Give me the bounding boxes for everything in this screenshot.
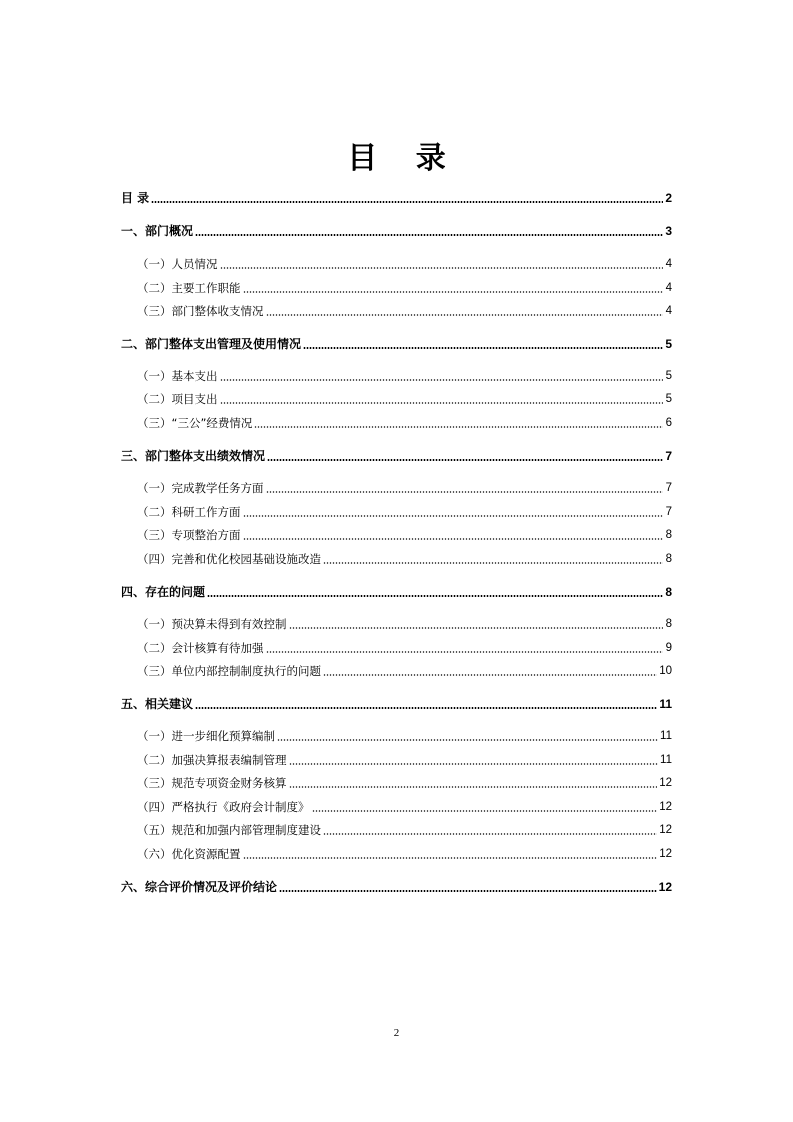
toc-entry-page-number: 7 <box>665 506 672 518</box>
dot-leader <box>266 314 664 316</box>
toc-entry-page-number: 2 <box>665 191 672 205</box>
toc-entry-page-number: 4 <box>665 282 672 294</box>
dot-leader <box>289 786 658 788</box>
dot-leader <box>243 515 664 517</box>
toc-entry-page-number: 11 <box>659 697 672 711</box>
dot-leader <box>266 651 664 653</box>
toc-entry-label: 三、部门整体支出绩效情况 <box>121 449 266 463</box>
toc-section-entry[interactable] <box>137 391 672 407</box>
dot-leader <box>220 267 664 269</box>
toc-entry-page-number: 12 <box>659 824 672 836</box>
toc-entry-label: （一）完成教学任务方面 <box>137 481 264 495</box>
toc-entry-page-number: 5 <box>665 337 672 351</box>
toc-entry-label: （二）项目支出 <box>137 392 218 406</box>
toc-section-entry[interactable] <box>137 663 672 679</box>
dot-leader <box>266 491 664 493</box>
toc-entry-label: （三）专项整治方面 <box>137 528 241 542</box>
toc-entry-page-number: 8 <box>665 585 672 599</box>
toc-entry-page-number: 8 <box>665 553 672 565</box>
dot-leader <box>151 201 663 203</box>
toc-entry-page-number: 4 <box>665 305 672 317</box>
dot-leader <box>303 347 663 349</box>
toc-entry-label: （一）预决算未得到有效控制 <box>137 617 287 631</box>
toc-entry-page-number: 9 <box>665 642 672 654</box>
dot-leader <box>323 833 657 835</box>
dot-leader <box>277 739 658 741</box>
toc-section-entry[interactable] <box>137 504 672 520</box>
toc-section-entry[interactable] <box>137 728 672 744</box>
toc-entry-label: （三）规范专项资金财务核算 <box>137 776 287 790</box>
dot-leader <box>243 291 664 293</box>
toc-entry-label: （五）规范和加强内部管理制度建设 <box>137 823 321 837</box>
toc-section-entry[interactable] <box>137 415 672 431</box>
dot-leader <box>289 627 664 629</box>
dot-leader <box>289 763 659 765</box>
toc-section-entry[interactable] <box>137 527 672 543</box>
toc-section-entry[interactable] <box>137 775 672 791</box>
dot-leader <box>323 562 663 564</box>
toc-chapter-entry[interactable] <box>121 190 672 206</box>
toc-entry-page-number: 12 <box>659 848 672 860</box>
toc-section-entry[interactable] <box>137 480 672 496</box>
toc-entry-label: （二）加强决算报表编制管理 <box>137 753 287 767</box>
dot-leader <box>312 810 658 812</box>
page-number: 2 <box>393 1027 400 1039</box>
toc-entry-page-number: 7 <box>665 449 672 463</box>
dot-leader <box>243 538 664 540</box>
toc-entry-page-number: 11 <box>660 730 672 742</box>
dot-leader <box>220 402 664 404</box>
toc-section-entry[interactable] <box>137 640 672 656</box>
toc-entry-label: （三）“三公”经费情况 <box>137 416 253 430</box>
toc-section-entry[interactable] <box>137 303 672 319</box>
dot-leader <box>279 890 657 892</box>
toc-entry-page-number: 12 <box>659 801 672 813</box>
toc-entry-label: 二、部门整体支出管理及使用情况 <box>121 337 302 351</box>
toc-entry-page-number: 6 <box>665 417 672 429</box>
toc-entry-page-number: 5 <box>665 393 672 405</box>
toc-section-entry[interactable] <box>137 822 672 838</box>
toc-entry-page-number: 12 <box>659 777 672 789</box>
dot-leader <box>207 595 663 597</box>
toc-entry-label: （四）严格执行《政府会计制度》 <box>137 800 310 814</box>
toc-chapter-entry[interactable] <box>121 584 672 600</box>
toc-section-entry[interactable] <box>137 752 672 768</box>
toc-chapter-entry[interactable] <box>121 879 672 895</box>
toc-entry-label: （二）主要工作职能 <box>137 281 241 295</box>
toc-section-entry[interactable] <box>137 799 672 815</box>
toc-chapter-entry[interactable] <box>121 223 672 239</box>
dot-leader <box>243 857 658 859</box>
toc-entry-label: （一）基本支出 <box>137 369 218 383</box>
toc-entry-page-number: 10 <box>659 665 672 677</box>
toc-chapter-entry[interactable] <box>121 448 672 464</box>
toc-entry-label: 一、部门概况 <box>121 224 194 238</box>
toc-entry-page-number: 11 <box>660 754 672 766</box>
dot-leader <box>254 426 663 428</box>
toc-entry-page-number: 12 <box>658 880 672 894</box>
toc-section-entry[interactable] <box>137 846 672 862</box>
page-title: 目 录 <box>347 141 460 176</box>
toc-entry-page-number: 5 <box>665 370 672 382</box>
dot-leader <box>323 674 657 676</box>
toc-entry-label: （三）单位内部控制制度执行的问题 <box>137 664 321 678</box>
toc-entry-page-number: 4 <box>665 258 672 270</box>
toc-entry-label: （二）会计核算有待加强 <box>137 641 264 655</box>
toc-entry-label: （一）进一步细化预算编制 <box>137 729 275 743</box>
dot-leader <box>195 707 657 709</box>
toc-chapter-entry[interactable] <box>121 336 672 352</box>
toc-entry-label: 四、存在的问题 <box>121 585 206 599</box>
toc-entry-label: （六）优化资源配置 <box>137 847 241 861</box>
toc-entry-page-number: 7 <box>665 482 672 494</box>
toc-entry-label: （一）人员情况 <box>137 257 218 271</box>
toc-entry-label: 六、综合评价情况及评价结论 <box>121 880 278 894</box>
dot-leader <box>267 459 663 461</box>
toc-section-entry[interactable] <box>137 551 672 567</box>
dot-leader <box>220 379 664 381</box>
toc-entry-page-number: 8 <box>665 529 672 541</box>
toc-entry-label: （三）部门整体收支情况 <box>137 304 264 318</box>
toc-entry-label: 目 录 <box>121 191 150 205</box>
toc-entry-page-number: 3 <box>665 224 672 238</box>
toc-chapter-entry[interactable] <box>121 696 672 712</box>
toc-entry-page-number: 8 <box>665 618 672 630</box>
toc-section-entry[interactable] <box>137 256 672 272</box>
toc-section-entry[interactable] <box>137 616 672 632</box>
toc-section-entry[interactable] <box>137 368 672 384</box>
toc-entry-label: （二）科研工作方面 <box>137 505 241 519</box>
dot-leader <box>195 234 663 236</box>
toc-entry-label: 五、相关建议 <box>121 697 194 711</box>
toc-entry-label: （四）完善和优化校园基础设施改造 <box>137 552 321 566</box>
toc-section-entry[interactable] <box>137 280 672 296</box>
